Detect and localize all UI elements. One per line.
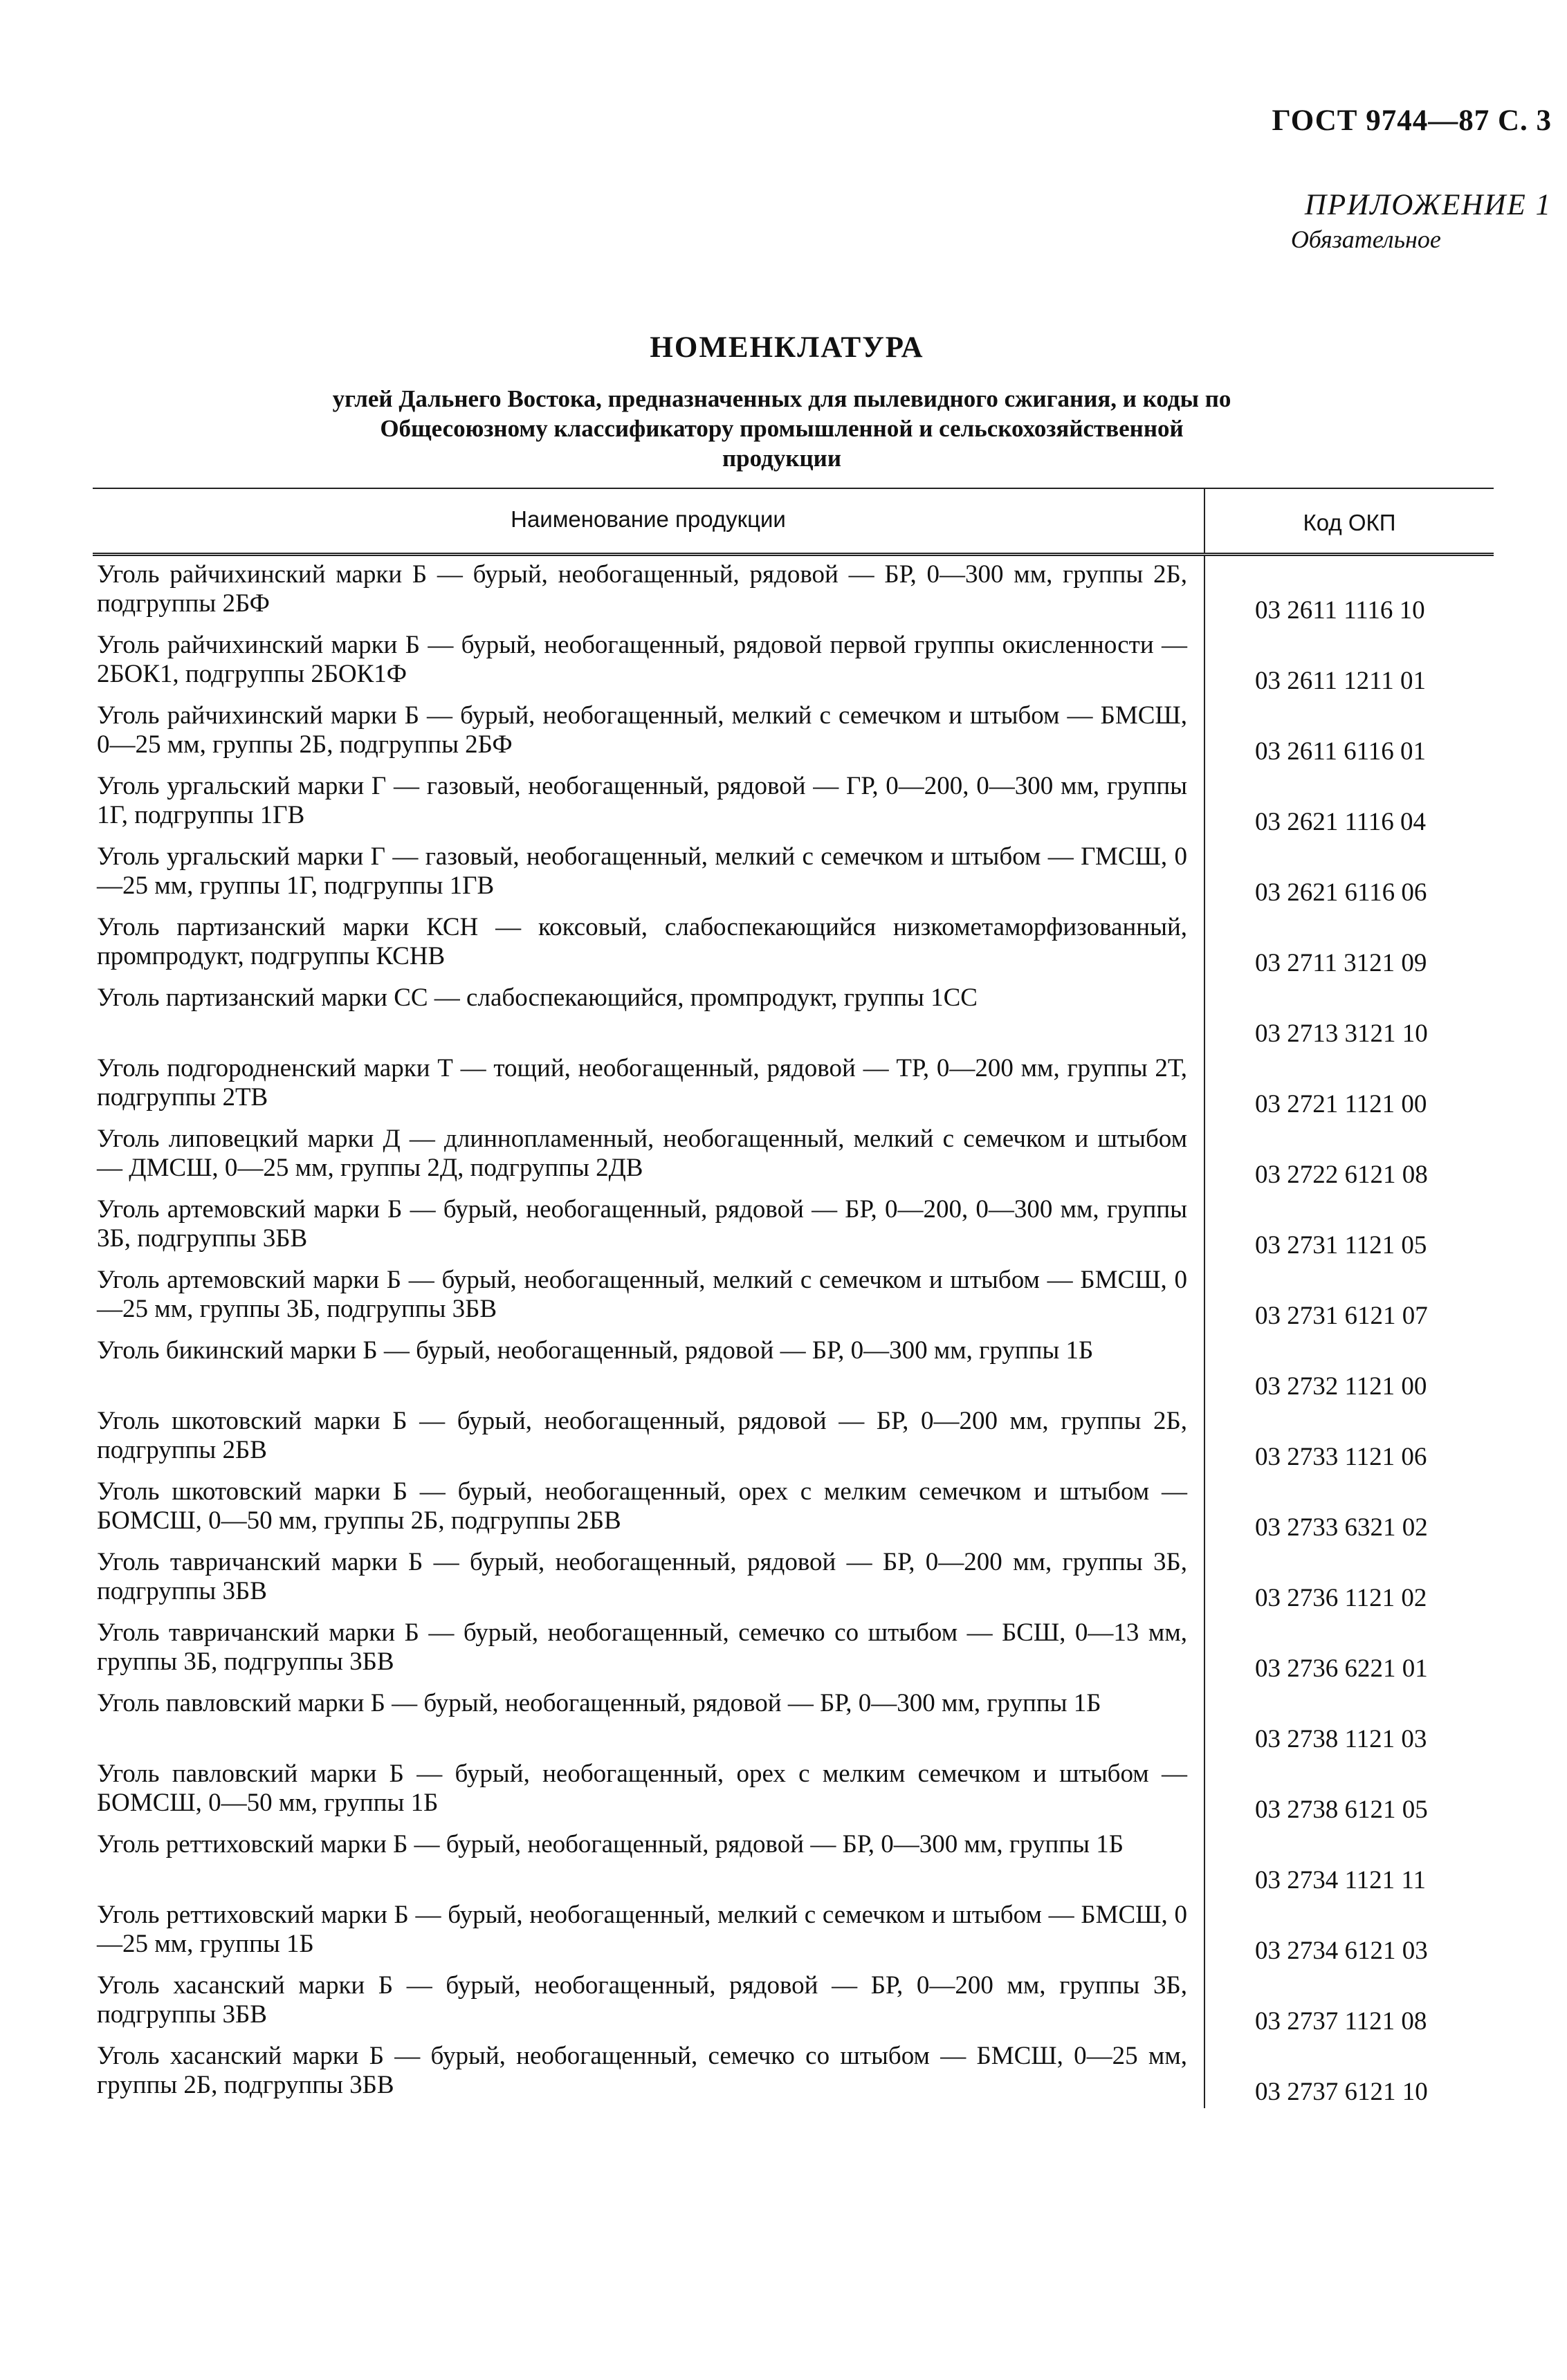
product-name-cell: Уголь артемовский марки Б — бурый, необогащенный, рядовой — БР, 0—200, 0—300 мм, группы 3Б, подгруппы 3БВ: [93, 1191, 1205, 1262]
okp-code-cell: 03 2713 3121 10: [1255, 1020, 1428, 1048]
product-name-cell: Уголь липовецкий марки Д — длиннопламенный, необогащенный, мелкий с семечком и штыбом — ДМСШ, 0—25 мм, группы 2Д, подгруппы 2ДВ: [93, 1120, 1205, 1191]
okp-code-cell: 03 2736 6221 01: [1255, 1654, 1428, 1683]
okp-code-cell: 03 2732 1121 00: [1255, 1372, 1427, 1401]
product-name-cell: Уголь подгородненский марки Т — тощий, необогащенный, рядовой — ТР, 0—200 мм, группы 2Т, подгруппы 2ТВ: [93, 1050, 1205, 1120]
product-name-cell: Уголь райчихинский марки Б — бурый, необогащенный, рядовой первой группы окисленности — 2БОК1, подгруппы 2БОК1Ф: [93, 627, 1205, 697]
okp-code-cell: 03 2737 1121 08: [1255, 2007, 1427, 2036]
product-name-cell: Уголь хасанский марки Б — бурый, необогащенный, семечко со штыбом — БМСШ, 0—25 мм, группы 2Б, подгруппы 3БВ: [93, 2038, 1205, 2108]
column-header-name: Наименование продукции: [93, 489, 1205, 553]
okp-code-cell: 03 2733 1121 06: [1255, 1443, 1427, 1471]
column-header-code: Код ОКП: [1303, 510, 1396, 535]
okp-code-cell: 03 2731 6121 07: [1255, 1302, 1428, 1330]
product-name-cell: Уголь реттиховский марки Б — бурый, необогащенный, мелкий с семечком и штыбом — БМСШ, 0—25 мм, группы 1Б: [93, 1897, 1205, 1967]
okp-code-cell: 03 2731 1121 05: [1255, 1231, 1427, 1260]
table-row: [93, 838, 1494, 909]
product-name-cell: Уголь павловский марки Б — бурый, необогащенный, орех с мелким семечком и штыбом — БОМСШ, 0—50 мм, группы 1Б: [93, 1755, 1205, 1826]
product-name-cell: Уголь шкотовский марки Б — бурый, необогащенный, рядовой — БР, 0—200 мм, группы 2Б, подгруппы 2БВ: [93, 1403, 1205, 1473]
okp-code-cell: 03 2611 6116 01: [1255, 737, 1427, 766]
table-row: [93, 697, 1494, 768]
okp-code-cell: 03 2611 1116 10: [1255, 596, 1425, 625]
okp-code-cell: 03 2734 6121 03: [1255, 1937, 1428, 1965]
okp-code-cell: 03 2711 3121 09: [1255, 949, 1427, 977]
okp-code-cell: 03 2621 6116 06: [1255, 878, 1427, 907]
okp-code-cell: 03 2737 6121 10: [1255, 2078, 1428, 2106]
appendix-status: Обязательное: [1290, 225, 1441, 253]
table-row: [93, 1685, 1494, 1755]
page-header: ГОСТ 9744—87 С. 3: [1272, 104, 1552, 137]
product-name-cell: Уголь партизанский марки СС — слабоспекающийся, промпродукт, группы 1СС: [93, 979, 1205, 1050]
table-row: [93, 979, 1494, 1050]
product-name-cell: Уголь партизанский марки КСН — коксовый, слабоспекающийся низкометаморфизованный, промпродукт, подгруппы КСНВ: [93, 909, 1205, 979]
table-row: [93, 1120, 1494, 1191]
table-row: [93, 1614, 1494, 1685]
table-row: [93, 1544, 1494, 1614]
product-name-cell: Уголь бикинский марки Б — бурый, необогащенный, рядовой — БР, 0—300 мм, группы 1Б: [93, 1332, 1205, 1403]
table-row: [93, 768, 1494, 838]
okp-code-cell: 03 2722 6121 08: [1255, 1161, 1428, 1189]
table-row: [93, 1332, 1494, 1403]
table-row: [93, 556, 1494, 627]
document-subtitle: углей Дальнего Востока, предназначенных для пылевидного сжигания, и коды по Общесоюзному классификатору промышленной и сельскохозяйственной продукции: [332, 385, 1231, 472]
product-name-cell: Уголь тавричанский марки Б — бурый, необогащенный, рядовой — БР, 0—200 мм, группы 3Б, подгруппы 3БВ: [93, 1544, 1205, 1614]
okp-code-cell: 03 2734 1121 11: [1255, 1866, 1427, 1894]
table-row: [93, 1967, 1494, 2038]
table-row: [93, 1403, 1494, 1473]
product-name-cell: Уголь шкотовский марки Б — бурый, необогащенный, орех с мелким семечком и штыбом — БОМСШ, 0—50 мм, группы 2Б, подгруппы 2БВ: [93, 1473, 1205, 1544]
product-name-cell: Уголь хасанский марки Б — бурый, необогащенный, рядовой — БР, 0—200 мм, группы 3Б, подгруппы 3БВ: [93, 1967, 1205, 2038]
table-row: [93, 1826, 1494, 1897]
table-row: [93, 2038, 1494, 2108]
table-row: [93, 627, 1494, 697]
table-row: [93, 1050, 1494, 1120]
product-name-cell: Уголь райчихинский марки Б — бурый, необогащенный, рядовой — БР, 0—300 мм, группы 2Б, подгруппы 2БФ: [93, 556, 1205, 627]
okp-code-cell: 03 2611 1211 01: [1255, 667, 1427, 695]
okp-code-cell: 03 2736 1121 02: [1255, 1584, 1427, 1612]
okp-code-cell: 03 2621 1116 04: [1255, 808, 1427, 836]
okp-code-cell: 03 2738 6121 05: [1255, 1796, 1428, 1824]
table-row: [93, 1755, 1494, 1826]
product-name-cell: Уголь ургальский марки Г — газовый, необогащенный, мелкий с семечком и штыбом — ГМСШ, 0—25 мм, группы 1Г, подгруппы 1ГВ: [93, 838, 1205, 909]
table-row: [93, 1262, 1494, 1332]
product-name-cell: Уголь павловский марки Б — бурый, необогащенный, рядовой — БР, 0—300 мм, группы 1Б: [93, 1685, 1205, 1755]
okp-code-cell: 03 2733 6321 02: [1255, 1513, 1428, 1542]
okp-code-cell: 03 2721 1121 00: [1255, 1090, 1427, 1118]
table-header: [93, 488, 1494, 556]
okp-code-cell: 03 2738 1121 03: [1255, 1725, 1427, 1753]
product-name-cell: Уголь артемовский марки Б — бурый, необогащенный, мелкий с семечком и штыбом — БМСШ, 0—25 мм, группы 3Б, подгруппы 3БВ: [93, 1262, 1205, 1332]
nomenclature-table: [93, 488, 1494, 2108]
table-row: [93, 1897, 1494, 1967]
appendix-block: [1290, 188, 1552, 254]
document-title-block: [0, 331, 1567, 473]
table-row: [93, 1473, 1494, 1544]
table-row: [93, 1191, 1494, 1262]
table-row: [93, 909, 1494, 979]
product-name-cell: Уголь реттиховский марки Б — бурый, необогащенный, рядовой — БР, 0—300 мм, группы 1Б: [93, 1826, 1205, 1897]
product-name-cell: Уголь тавричанский марки Б — бурый, необогащенный, семечко со штыбом — БСШ, 0—13 мм, группы 3Б, подгруппы 3БВ: [93, 1614, 1205, 1685]
product-name-cell: Уголь ургальский марки Г — газовый, необогащенный, рядовой — ГР, 0—200, 0—300 мм, группы 1Г, подгруппы 1ГВ: [93, 768, 1205, 838]
product-name-cell: Уголь райчихинский марки Б — бурый, необогащенный, мелкий с семечком и штыбом — БМСШ, 0—25 мм, группы 2Б, подгруппы 2БФ: [93, 697, 1205, 768]
table-body: [93, 556, 1494, 2108]
appendix-title: ПРИЛОЖЕНИЕ 1: [1304, 189, 1552, 221]
document-title: НОМЕНКЛАТУРА: [650, 331, 924, 364]
